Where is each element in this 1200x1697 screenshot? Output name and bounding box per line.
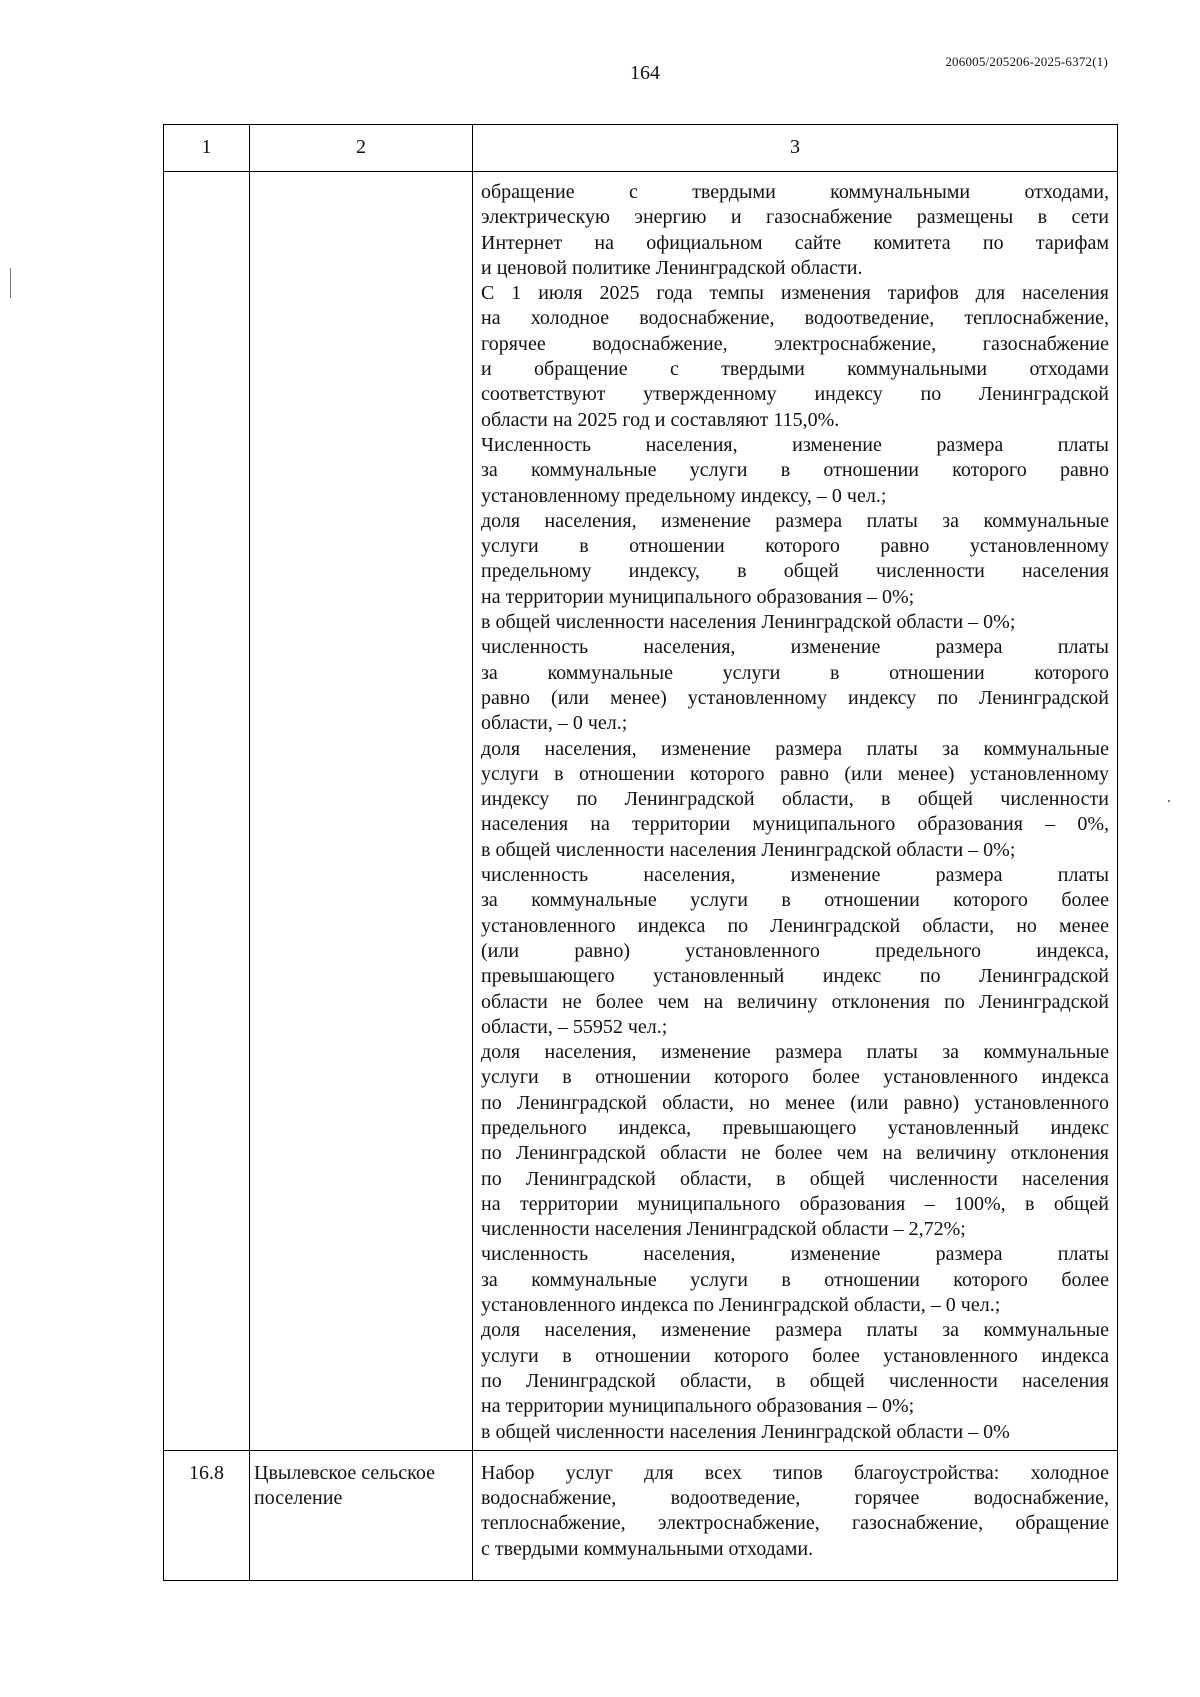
row-description-text — [473, 172, 1117, 1450]
text-line: на территории муниципального образования – 100%, в общей — [481, 1192, 1109, 1215]
column-header-2: 2 — [250, 125, 473, 172]
row-description-cell — [473, 1450, 1118, 1580]
text-line: горячее водоснабжение, электроснабжение, газоснабжение — [481, 332, 1109, 355]
text-line: доля населения, изменение размера платы за коммунальные — [481, 737, 1109, 760]
row-name-cell — [250, 172, 473, 1451]
text-line: области на 2025 год и составляют 115,0%. — [481, 408, 840, 431]
text-line: на территории муниципального образования – 0%; — [481, 585, 915, 608]
text-line: области, – 55952 чел.; — [481, 1015, 668, 1038]
text-line: Численность населения, изменение размера платы — [481, 433, 1109, 456]
table-header-row — [164, 125, 1118, 172]
text-line: за коммунальные услуги в отношении которого равно — [481, 459, 1109, 482]
scan-mark — [1168, 800, 1170, 802]
text-line: услуги в отношении которого равно (или менее) установленному — [481, 762, 1109, 785]
text-line: электрическую энергию и газоснабжение размещены в сети — [481, 206, 1109, 229]
text-line: доля населения, изменение размера платы за коммунальные — [481, 1041, 1109, 1064]
text-line: услуги в отношении которого равно установленному — [481, 535, 1109, 558]
row-description-cell — [473, 172, 1118, 1451]
text-line: численность населения, изменение размера платы — [481, 636, 1109, 659]
text-line: теплоснабжение, электроснабжение, газоснабжение, обращение — [481, 1512, 1109, 1535]
text-line: по Ленинградской области, но менее (или равно) установленного — [481, 1091, 1109, 1114]
text-line: водоснабжение, водоотведение, горячее водоснабжение, — [481, 1487, 1109, 1510]
text-line: по Ленинградской области, в общей численности населения — [481, 1369, 1109, 1392]
text-line: в общей численности населения Ленинградской области – 0%; — [481, 611, 1016, 634]
main-table — [163, 124, 1118, 1581]
text-line: установленного индекса по Ленинградской области, – 0 чел.; — [481, 1294, 1001, 1317]
document-code: 206005/205206-2025-6372(1) — [945, 54, 1108, 69]
text-line: с твердыми коммунальными отходами. — [481, 1537, 814, 1560]
text-line: равно (или менее) установленному индексу по Ленинградской — [481, 686, 1109, 709]
text-line: на территории муниципального образования – 0%; — [481, 1395, 915, 1418]
scan-mark — [10, 268, 11, 298]
table-row-continued — [164, 172, 1118, 1451]
text-line: в общей численности населения Ленинградской области – 0% — [481, 1420, 1010, 1443]
row-number-cell: 16.8 — [164, 1450, 250, 1580]
table-row-16-8 — [164, 1450, 1118, 1580]
text-line: установленного индекса по Ленинградской области, но менее — [481, 914, 1109, 937]
text-line: за коммунальные услуги в отношении которого более — [481, 1268, 1109, 1291]
column-header-3: 3 — [473, 125, 1118, 172]
text-line: за коммунальные услуги в отношении которого — [481, 661, 1109, 684]
text-line: населения на территории муниципального образования – 0%, — [481, 813, 1109, 836]
text-line: предельного индекса, превышающего установленный индекс — [481, 1116, 1109, 1139]
text-line: услуги в отношении которого более установленного индекса — [481, 1344, 1109, 1367]
text-line: обращение с твердыми коммунальными отходами, — [481, 181, 1109, 203]
text-line: С 1 июля 2025 года темпы изменения тарифов для населения — [481, 282, 1109, 305]
text-line: предельному индексу, в общей численности населения — [481, 560, 1109, 583]
text-line: индексу по Ленинградской области, в общей численности — [481, 788, 1109, 811]
text-line: на холодное водоснабжение, водоотведение, теплоснабжение, — [481, 307, 1109, 330]
text-line: (или равно) установленного предельного индекса, — [481, 939, 1109, 962]
row-name-cell: Цвылевское сельское поселение — [250, 1450, 473, 1580]
text-line: области, – 0 чел.; — [481, 712, 628, 735]
row-number-cell — [164, 172, 250, 1451]
text-line: по Ленинградской области, в общей численности населения — [481, 1167, 1109, 1190]
text-line: услуги в отношении которого более установленного индекса — [481, 1066, 1109, 1089]
row-description-text — [473, 1451, 1117, 1580]
text-line: и ценовой политике Ленинградской области. — [481, 256, 863, 279]
text-line: области не более чем на величину отклонения по Ленинградской — [481, 990, 1109, 1013]
text-line: численность населения, изменение размера платы — [481, 864, 1109, 887]
text-line: доля населения, изменение размера платы за коммунальные — [481, 509, 1109, 532]
text-line: установленному предельному индексу, – 0 чел.; — [481, 484, 887, 507]
text-line: в общей численности населения Ленинградской области – 0%; — [481, 838, 1016, 861]
text-line: превышающего установленный индекс по Ленинградской — [481, 965, 1109, 988]
text-line: доля населения, изменение размера платы за коммунальные — [481, 1319, 1109, 1342]
text-line: соответствуют утвержденному индексу по Ленинградской — [481, 383, 1109, 406]
text-line: Интернет на официальном сайте комитета по тарифам — [481, 231, 1109, 254]
text-line: по Ленинградской области не более чем на величину отклонения — [481, 1142, 1109, 1165]
text-line: Набор услуг для всех типов благоустройства: холодное — [481, 1461, 1109, 1484]
text-line: и обращение с твердыми коммунальными отходами — [481, 358, 1109, 381]
text-line: за коммунальные услуги в отношении которого более — [481, 889, 1109, 912]
text-line: численность населения, изменение размера платы — [481, 1243, 1109, 1266]
page-number: 164 — [630, 62, 660, 84]
text-line: численности населения Ленинградской области – 2,72%; — [481, 1218, 966, 1241]
column-header-1: 1 — [164, 125, 250, 172]
